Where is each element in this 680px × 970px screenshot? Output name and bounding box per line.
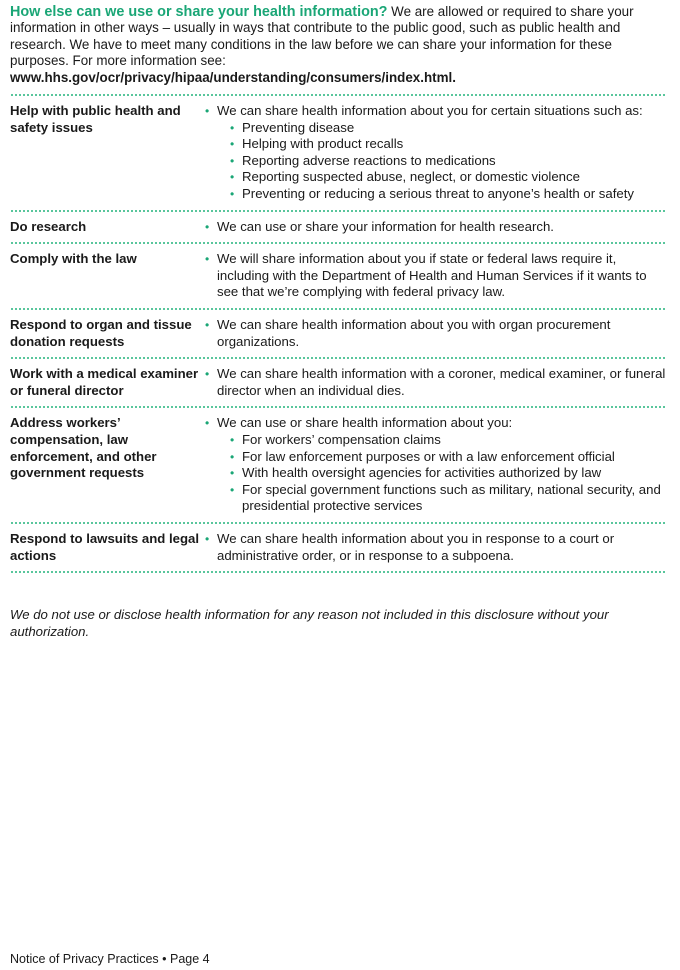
row-content <box>205 317 667 350</box>
bullet-icon: • <box>205 367 210 382</box>
disclosure-row-law <box>10 244 667 308</box>
bullet-icon: • <box>205 252 210 267</box>
bullet-icon: • <box>230 187 235 201</box>
row-label: Help with public health and safety issues <box>10 103 181 135</box>
sub-bullet-item <box>205 449 667 466</box>
sub-bullet-item <box>205 482 667 515</box>
bullet-icon: • <box>205 416 210 431</box>
bullet-text: We can share health information about you in response to a court or administrative order, or in response to a subpoena. <box>217 530 615 563</box>
intro-text: We are allowed or required to share your information in other ways – usually in ways that contribute to the public good, such as public health and research. We have to meet many conditions in the law before we can share your information for these purposes. For more information see: <box>10 4 634 69</box>
bullet-icon: • <box>230 466 235 481</box>
sub-bullet-item <box>205 465 667 482</box>
bullet-icon: • <box>205 317 210 332</box>
bullet-icon: • <box>230 153 235 168</box>
authorization-note: We do not use or disclose health information for any reason not included in this disclosure without your authorization. <box>10 607 609 639</box>
bullet-text: We can share health information about you for certain situations such as: <box>217 103 643 119</box>
bullet-text: Helping with product recalls <box>242 136 404 152</box>
bullet-icon: • <box>230 432 235 447</box>
bullet-item <box>205 366 667 399</box>
bullet-text: With health oversight agencies for activities authorized by law <box>242 465 602 481</box>
bullet-text: For special government functions such as military, national security, and presidential protective services <box>242 481 661 514</box>
sub-bullet-item <box>205 432 667 449</box>
bullet-item <box>205 103 667 120</box>
bullet-text: Reporting adverse reactions to medications <box>242 152 496 168</box>
dotted-divider <box>10 571 667 573</box>
bullet-icon: • <box>230 482 235 497</box>
disclosure-row-research <box>10 212 667 243</box>
disclosure-row-medical-examiner <box>10 359 667 406</box>
bullet-text: We can share health information about you with organ procurement organizations. <box>217 316 611 349</box>
row-label: Address workers’ compensation, law enforcement, and other government requests <box>10 415 157 481</box>
sub-bullet-item <box>205 153 667 170</box>
bullet-item <box>205 219 667 236</box>
row-label: Respond to organ and tissue donation requests <box>10 316 192 349</box>
hhs-url: www.hhs.gov/ocr/privacy/hipaa/understanding/consumers/index.html. <box>10 69 456 85</box>
row-content <box>205 415 667 515</box>
document-page <box>10 4 667 573</box>
bullet-text: We can use or share your information for health research. <box>217 218 554 234</box>
sub-bullet-item <box>205 120 667 137</box>
row-content <box>205 251 667 301</box>
section-heading: How else can we use or share your health information? <box>10 4 388 20</box>
disclosure-row-government-requests <box>10 408 667 522</box>
page-footer: Notice of Privacy Practices • Page 4 <box>10 952 210 966</box>
bullet-text: Preventing or reducing a serious threat to anyone’s health or safety <box>242 186 634 201</box>
bullet-icon: • <box>205 531 210 546</box>
bullet-text: We can share health information with a coroner, medical examiner, or funeral director when an individual dies. <box>217 366 666 398</box>
bullet-item <box>205 251 667 301</box>
disclosure-row-public-health <box>10 96 667 210</box>
row-label: Work with a medical examiner or funeral director <box>10 366 199 398</box>
bullet-text: We will share information about you if state or federal laws require it, including with the Department of Health and Human Services if it wants to see that we’re complying with federal privacy law. <box>217 251 647 300</box>
bullet-item <box>205 531 667 564</box>
bullet-icon: • <box>205 219 210 234</box>
row-label: Respond to lawsuits and legal actions <box>10 530 200 563</box>
intro-paragraph <box>10 4 667 86</box>
bullet-text: Preventing disease <box>242 119 355 135</box>
row-label: Do research <box>10 218 87 234</box>
disclosure-row-organ-donation <box>10 310 667 357</box>
sub-bullet-item <box>205 186 667 203</box>
bullet-icon: • <box>230 137 235 152</box>
row-content <box>205 103 667 203</box>
sub-bullet-item <box>205 169 667 186</box>
row-content <box>205 219 667 236</box>
bullet-icon: • <box>230 120 235 135</box>
bullet-icon: • <box>230 449 235 464</box>
sub-bullet-item <box>205 136 667 153</box>
bullet-text: For law enforcement purposes or with a law enforcement official <box>242 448 615 464</box>
bullet-icon: • <box>205 104 210 119</box>
row-content <box>205 531 667 564</box>
bullet-icon: • <box>230 170 235 185</box>
row-content <box>205 366 667 399</box>
bullet-item <box>205 317 667 350</box>
bullet-text: We can use or share health information about you: <box>217 415 513 431</box>
row-label: Comply with the law <box>10 251 137 267</box>
bullet-text: For workers’ compensation claims <box>242 431 441 447</box>
disclosure-row-lawsuits <box>10 524 667 571</box>
bullet-item <box>205 415 667 432</box>
bullet-text: Reporting suspected abuse, neglect, or domestic violence <box>242 169 580 185</box>
